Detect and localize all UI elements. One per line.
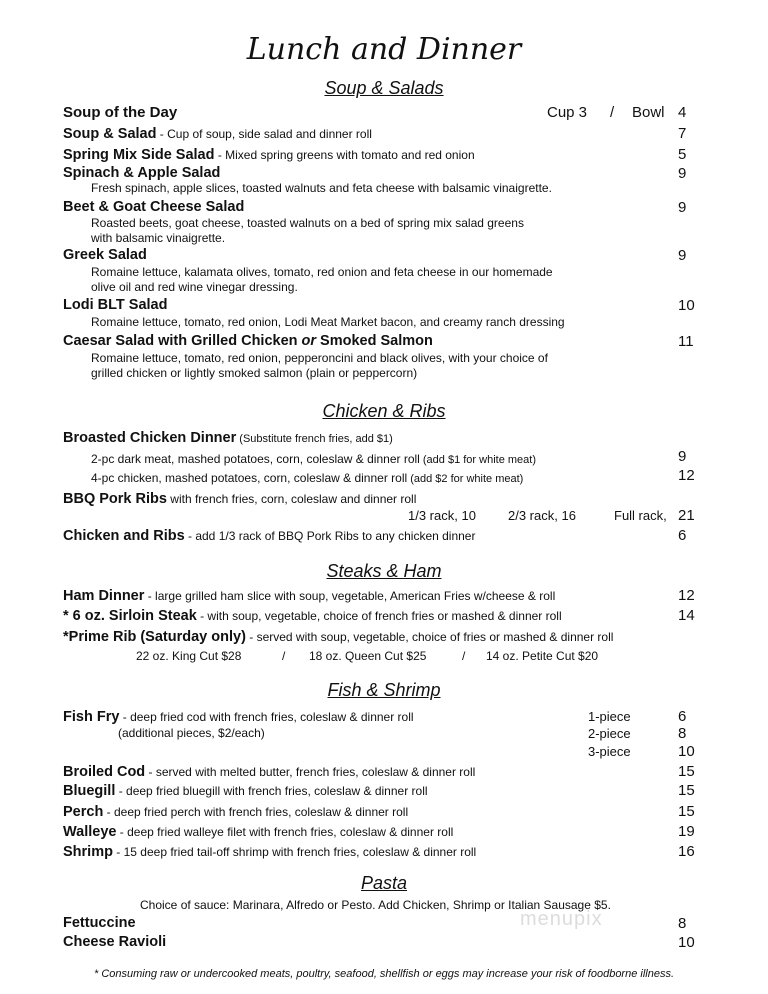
price: 6 [678, 527, 687, 544]
price: 19 [678, 823, 695, 840]
price: 12 [678, 467, 695, 484]
price: 7 [678, 125, 687, 142]
item-lodi-blt: Lodi BLT Salad [63, 297, 168, 313]
ribs-full-rack: Full rack, [614, 508, 667, 523]
item-spinach-apple: Spinach & Apple Salad [63, 165, 221, 181]
item-description: Romaine lettuce, tomato, red onion, Lodi Meat Market bacon, and creamy ranch dressing [91, 315, 565, 329]
item-perch: Perch - deep fried perch with french fries, coleslaw & dinner roll [63, 804, 409, 820]
price: 9 [678, 165, 687, 182]
item-description: Roasted beets, goat cheese, toasted walnuts on a bed of spring mix salad greens [91, 216, 524, 230]
item-broasted-chicken: Broasted Chicken Dinner (Substitute french fries, add $1) [63, 430, 393, 446]
prime-petite-cut: 14 oz. Petite Cut $20 [486, 649, 599, 663]
item-ham-dinner: Ham Dinner - large grilled ham slice with soup, vegetable, American Fries w/cheese & roll [63, 588, 556, 604]
fish-2-piece: 2-piece [588, 726, 631, 741]
price: 10 [678, 743, 695, 760]
price: 8 [678, 725, 687, 742]
item-description: grilled chicken or lightly smoked salmon (plain or peppercorn) [91, 366, 418, 380]
slash: / [282, 649, 286, 663]
fish-3-piece: 3-piece [588, 744, 631, 759]
item-shrimp: Shrimp - 15 deep fried tail-off shrimp with french fries, coleslaw & dinner roll [63, 844, 477, 860]
price: 10 [678, 297, 695, 314]
slash: / [462, 649, 466, 663]
price: 6 [678, 708, 687, 725]
price: 21 [678, 507, 695, 524]
ribs-third-rack: 1/3 rack, 10 [408, 508, 476, 523]
price: 16 [678, 843, 695, 860]
item-description: olive oil and red wine vinegar dressing. [91, 280, 298, 294]
bowl-label: Bowl [632, 104, 665, 121]
item-description: Fresh spinach, apple slices, toasted walnuts and feta cheese with balsamic vinaigrette. [91, 181, 552, 195]
item-description: with balsamic vinaigrette. [91, 231, 226, 245]
price: 5 [678, 146, 687, 163]
item-fettuccine: Fettuccine [63, 915, 136, 931]
price: 14 [678, 607, 695, 624]
item-soup-salad: Soup & Salad - Cup of soup, side salad and dinner roll [63, 126, 372, 142]
page-title: Lunch and Dinner [246, 32, 522, 67]
prime-queen-cut: 18 oz. Queen Cut $25 [309, 649, 427, 663]
fish-fry-extra: (additional pieces, $2/each) [118, 726, 265, 740]
price: 9 [678, 448, 687, 465]
price: 15 [678, 803, 695, 820]
section-steaks-ham: Steaks & Ham [326, 561, 442, 581]
fish-1-piece: 1-piece [588, 709, 631, 724]
bowl-price: 4 [678, 104, 687, 121]
footer-disclaimer: * Consuming raw or undercooked meats, poultry, seafood, shellfish or eggs may increase your risk of foodborne illness. [93, 968, 675, 980]
item-greek-salad: Greek Salad [63, 247, 147, 263]
item-cheese-ravioli: Cheese Ravioli [63, 934, 167, 950]
pasta-note: Choice of sauce: Marinara, Alfredo or Pesto. Add Chicken, Shrimp or Italian Sausage $5. [140, 898, 611, 912]
price: 15 [678, 782, 695, 799]
watermark: menupix [520, 908, 603, 930]
prime-king-cut: 22 oz. King Cut $28 [136, 649, 242, 663]
item-bbq-pork-ribs: BBQ Pork Ribs with french fries, corn, coleslaw and dinner roll [63, 491, 417, 507]
ribs-two-thirds-rack: 2/3 rack, 16 [508, 508, 576, 523]
item-sirloin-steak: * 6 oz. Sirloin Steak - with soup, vegetable, choice of french fries or mashed & dinner roll [63, 608, 562, 624]
broasted-option-1: 2-pc dark meat, mashed potatoes, corn, coleslaw & dinner roll (add $1 for white meat) [91, 452, 536, 466]
price: 10 [678, 934, 695, 951]
slash: / [610, 104, 615, 121]
price: 9 [678, 247, 687, 264]
section-fish-shrimp: Fish & Shrimp [327, 680, 441, 700]
item-description: Romaine lettuce, kalamata olives, tomato, red onion and feta cheese in our homemade [91, 265, 553, 279]
section-soup-salads: Soup & Salads [324, 78, 444, 98]
price: 8 [678, 915, 687, 932]
item-spring-mix: Spring Mix Side Salad - Mixed spring greens with tomato and red onion [63, 147, 475, 163]
item-description: Romaine lettuce, tomato, red onion, pepperoncini and black olives, with your choice of [91, 351, 548, 365]
section-pasta: Pasta [360, 873, 408, 893]
broasted-option-2: 4-pc chicken, mashed potatoes, corn, coleslaw & dinner roll (add $2 for white meat) [91, 471, 524, 485]
item-soup-of-the-day: Soup of the Day [63, 104, 178, 121]
item-chicken-and-ribs: Chicken and Ribs - add 1/3 rack of BBQ Pork Ribs to any chicken dinner [63, 528, 476, 544]
price: 15 [678, 763, 695, 780]
item-walleye: Walleye - deep fried walleye filet with french fries, coleslaw & dinner roll [63, 824, 454, 840]
price: 9 [678, 199, 687, 216]
section-chicken-ribs: Chicken & Ribs [322, 401, 446, 421]
item-prime-rib: *Prime Rib (Saturday only) - served with soup, vegetable, choice of fries or mashed & dinner roll [63, 629, 614, 645]
item-beet-goat-cheese: Beet & Goat Cheese Salad [63, 199, 245, 215]
item-bluegill: Bluegill - deep fried bluegill with french fries, coleslaw & dinner roll [63, 783, 428, 799]
price: 11 [678, 333, 694, 350]
item-caesar-salad: Caesar Salad with Grilled Chicken or Smoked Salmon [63, 333, 433, 349]
item-broiled-cod: Broiled Cod - served with melted butter, french fries, coleslaw & dinner roll [63, 764, 476, 780]
item-fish-fry: Fish Fry - deep fried cod with french fries, coleslaw & dinner roll [63, 709, 414, 725]
price: 12 [678, 587, 695, 604]
cup-price: Cup 3 [547, 104, 588, 121]
